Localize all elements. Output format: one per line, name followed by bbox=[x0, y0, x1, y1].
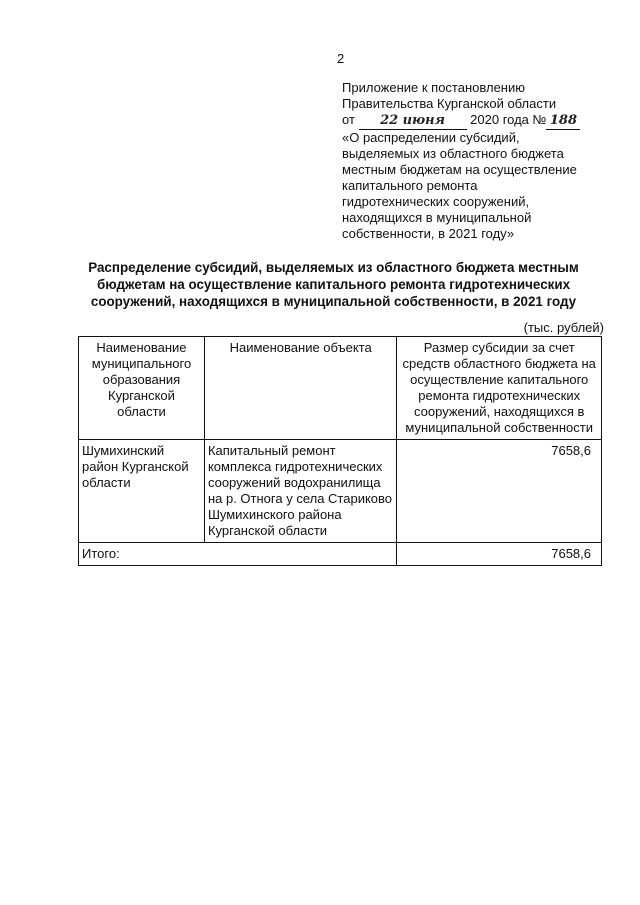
about-line-1: «О распределении субсидий, bbox=[342, 130, 520, 145]
header-amount: Размер субсидии за счет средств областного бюджета на осуществление капитального ремонта гидротехнических сооружений, находящихся в муниципальной собственности bbox=[397, 337, 602, 440]
title-line-1: Распределение субсидий, выделяемых из областного бюджета местным bbox=[88, 260, 579, 275]
year-text: 2020 года № bbox=[470, 112, 547, 127]
total-amount: 7658,6 bbox=[397, 543, 602, 566]
subsidy-table bbox=[78, 336, 602, 566]
units-label: (тыс. рублей) bbox=[523, 320, 604, 335]
cell-amount: 7658,6 bbox=[397, 440, 602, 543]
about-line-5: гидротехнических сооружений, bbox=[342, 194, 530, 209]
about-line-7: собственности, в 2021 году» bbox=[342, 226, 515, 241]
about-line-3: местным бюджетам на осуществление bbox=[342, 162, 577, 177]
date-blank bbox=[359, 112, 467, 130]
table-total-row bbox=[79, 543, 602, 566]
cell-municipality: Шумихинский район Курганской области bbox=[79, 440, 205, 543]
total-label: Итого: bbox=[79, 543, 397, 566]
header-object: Наименование объекта bbox=[204, 337, 396, 440]
appendix-header bbox=[342, 80, 612, 242]
table-header-row bbox=[79, 337, 602, 440]
appendix-line-2: Правительства Курганской области bbox=[342, 96, 557, 111]
title-line-3: сооружений, находящихся в муниципальной собственности, в 2021 году bbox=[90, 294, 577, 309]
date-prefix: от bbox=[342, 112, 355, 127]
table-row bbox=[79, 440, 602, 543]
cell-object: Капитальный ремонт комплекса гидротехнических сооружений водохранилища на р. Отнога у села Стариково Шумихинского района Курганской области bbox=[204, 440, 396, 543]
header-municipality: Наименование муниципального образования Курганской области bbox=[79, 337, 205, 440]
number-blank bbox=[546, 112, 580, 130]
handwritten-number: 188 bbox=[549, 113, 578, 128]
appendix-date-line bbox=[342, 112, 612, 130]
about-line-2: выделяемых из областного бюджета bbox=[342, 146, 564, 161]
document-title bbox=[70, 259, 597, 310]
handwritten-date: 22 июня bbox=[380, 113, 445, 128]
appendix-line-1: Приложение к постановлению bbox=[342, 80, 525, 95]
about-line-4: капитального ремонта bbox=[342, 178, 478, 193]
page-number: 2 bbox=[337, 51, 345, 66]
about-line-6: находящихся в муниципальной bbox=[342, 210, 532, 225]
title-line-2: бюджетам на осуществление капитального ремонта гидротехнических bbox=[96, 277, 571, 292]
